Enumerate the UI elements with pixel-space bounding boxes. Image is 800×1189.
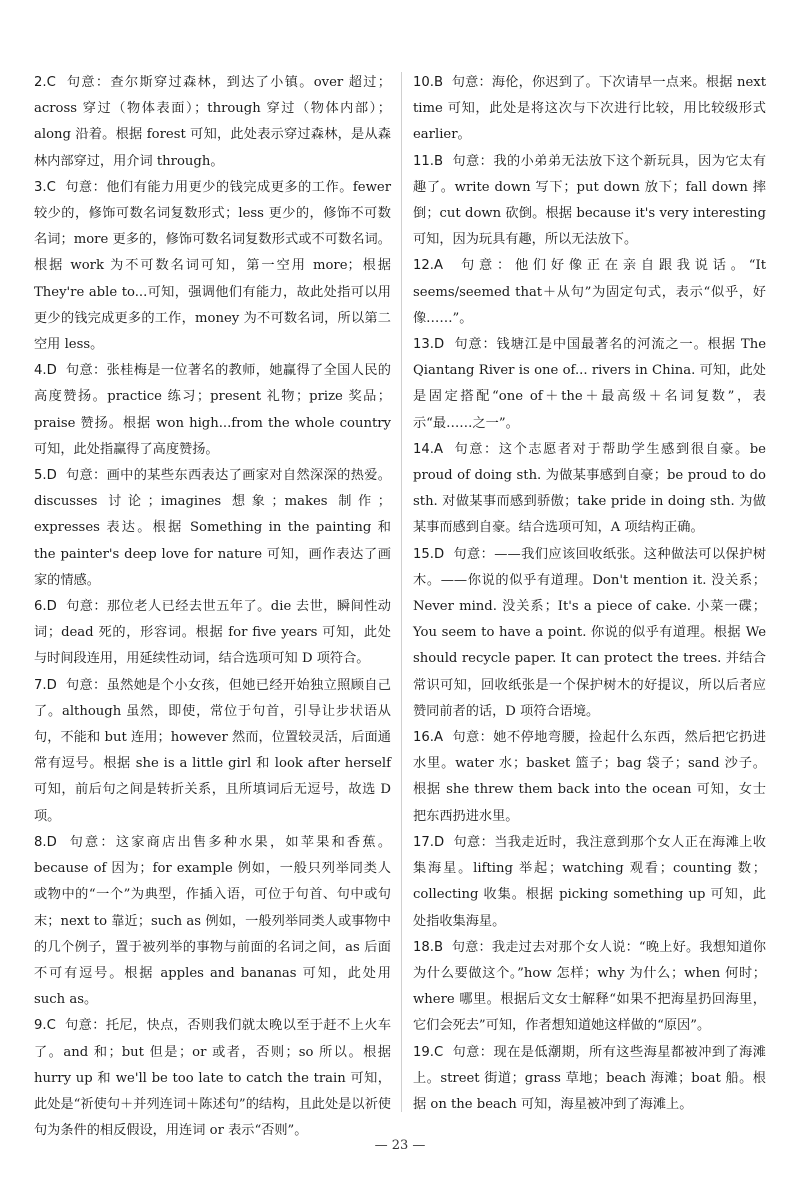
answer-item [413, 1040, 766, 1119]
item-explanation: 句意：她不停地弯腰，捡起什么东西，然后把它扔进水里。water 水；basket 篮子；bag 袋子；sand 沙子。根据 she threw them back into the ocean 可知，女士把东西扔进水里。 [413, 730, 766, 824]
answer-item [34, 594, 391, 673]
item-number: 7.D [34, 677, 57, 693]
item-explanation: 句意：钱塘江是中国最著名的河流之一。根据 The Qiantang River is one of... rivers in China. 可知，此处是固定搭配“one of＋the＋最高级＋名词复数”，表示“最……之一”。 [413, 337, 766, 431]
item-number: 10.B [413, 75, 444, 90]
item-explanation: 句意：这个志愿者对于帮助学生感到很自豪。be proud of doing sth. 为做某事感到自豪；be proud to do sth. 对做某事而感到骄傲；take pride in doing sth. 为做某事而感到自豪。结合选项可知，A 项结构正确。 [413, 441, 766, 536]
item-number: 19.C [413, 1044, 444, 1060]
answer-item [34, 1013, 391, 1144]
item-explanation: 句意：海伦，你迟到了。下次请早一点来。根据 next time 可知，此处是将这次与下次进行比较，用比较级形式 earlier。 [413, 75, 766, 143]
answer-item [413, 935, 766, 1040]
item-explanation: 句意：——我们应该回收纸张。这种做法可以保护树木。——你说的似乎有道理。Don't mention it. 没关系；Never mind. 没关系；It's a piece of cake. 小菜一碟；You seem to have a point. 你说的似乎有道理。根据 We should recycle paper. It can protect the trees. 并结合常识可知，回收纸张是一个保护树木的好提议，所以后者应赞同前者的话，D 项符合语境。 [413, 546, 767, 719]
answer-item [34, 463, 391, 594]
answer-item [413, 725, 766, 830]
answer-item [413, 332, 766, 437]
left-column [34, 70, 391, 1144]
answer-item [413, 437, 766, 542]
item-explanation: 句意：当我走近时，我注意到那个女人正在海滩上收集海星。lifting 举起；watching 观看；counting 数；collecting 收集。根据 picking something up 可知，此处指收集海星。 [413, 834, 766, 929]
item-number: 9.C [34, 1018, 56, 1034]
answer-item [413, 542, 766, 725]
item-number: 6.D [34, 599, 57, 615]
answer-item [413, 253, 766, 332]
item-explanation: 句意：这家商店出售多种水果，如苹果和香蕉。because of 因为；for example 例如，一般只列举同类人或物中的“一个”为典型，作插入语，可位于句首、句中或句末；next to 靠近；such as 例如，一般列举同类人或事物中的几个例子，置于被列举的事物与前面的名词之间，as 后面不可有逗号。根据 apples and bananas 可知，此处用 such as。 [34, 834, 392, 1008]
item-explanation: 句意：虽然她是个小女孩，但她已经开始独立照顾自己了。although 虽然，即使，常位于句首，引导让步状语从句，不能和 but 连用；however 然而，位置较灵活，后面通常有逗号。根据 she is a little girl 和 look after herself 可知，前后句之间是转折关系，且所填词后无逗号，故选 D 项。 [34, 677, 391, 824]
item-number: 2.C [34, 75, 56, 90]
item-number: 13.D [413, 337, 445, 353]
item-explanation: 句意：他们有能力用更少的钱完成更多的工作。fewer 较少的，修饰可数名词复数形式；less 更少的，修饰不可数名词；more 更多的，修饰可数名词复数形式或不可数名词。根据 work 为不可数名词可知，第一空用 more；根据 They're able to...可知，强调他们有能力，故此处指可以用更少的钱完成更多的工作，money 为不可数名词，所以第二空用 less。 [34, 179, 391, 353]
answer-item [34, 358, 391, 463]
item-explanation: 句意：托尼，快点，否则我们就太晚以至于赶不上火车了。and 和；but 但是；or 或者，否则；so 所以。根据 hurry up 和 we'll be too late to catch the train 可知，此处是“祈使句＋并列连词＋陈述句”的结构，且此处是以祈使句为条件的相反假设，用连词 or 表示“否则”。 [34, 1018, 392, 1139]
item-explanation: 句意：现在是低潮期，所有这些海星都被冲到了海滩上。street 街道；grass 草地；beach 海滩；boat 船。根据 on the beach 可知，海星被冲到了海滩上。 [413, 1044, 766, 1112]
item-number: 14.A [413, 441, 443, 457]
item-explanation: 句意：我走过去对那个女人说：“晚上好。我想知道你为什么要做这个。”how 怎样；why 为什么；when 何时；where 哪里。根据后文女士解释“如果不把海星扔回海里，它们会死去”可知，作者想知道她这样做的“原因”。 [413, 939, 766, 1034]
item-number: 8.D [34, 834, 57, 850]
column-divider [401, 72, 402, 1112]
page-number: — 23 — [374, 1138, 426, 1153]
answer-item [413, 70, 766, 149]
answer-item [34, 175, 391, 358]
item-number: 5.D [34, 468, 57, 484]
item-explanation: 句意：查尔斯穿过森林，到达了小镇。over 超过；across 穿过（物体表面）；through 穿过（物体内部）；along 沿着。根据 forest 可知，此处表示穿过森林，是从森林内部穿过，用介词 through。 [34, 75, 391, 169]
answer-item [34, 673, 391, 830]
item-number: 12.A [413, 258, 443, 274]
item-explanation: 句意：张桂梅是一位著名的教师，她赢得了全国人民的高度赞扬。practice 练习；present 礼物；prize 奖品；praise 赞扬。根据 won high...from the whole country 可知，此处指赢得了高度赞扬。 [34, 363, 391, 457]
item-explanation: 句意：我的小弟弟无法放下这个新玩具，因为它太有趣了。write down 写下；put down 放下；fall down 摔倒；cut down 砍倒。根据 because it's very interesting 可知，因为玩具有趣，所以无法放下。 [413, 153, 766, 248]
answer-item [413, 830, 766, 935]
item-explanation: 句意：那位老人已经去世五年了。die 去世，瞬间性动词；dead 死的，形容词。根据 for five years 可知，此处与时间段连用，用延续性动词，结合选项可知 D 项符合。 [34, 599, 391, 667]
answer-item [34, 830, 391, 1013]
item-explanation: 句意：画中的某些东西表达了画家对自然深深的热爱。discusses 讨论；imagines 想象；makes 制作；expresses 表达。根据 Something in the painting 和 the painter's deep love for nature 可知，画作表达了画家的情感。 [34, 468, 391, 588]
right-column [413, 70, 766, 1118]
item-number: 11.B [413, 153, 444, 169]
item-number: 4.D [34, 363, 57, 379]
item-number: 3.C [34, 179, 56, 195]
item-number: 18.B [413, 939, 444, 955]
item-number: 16.A [413, 730, 443, 746]
item-explanation: 句意：他们好像正在亲自跟我说话。“It seems/seemed that＋从句”为固定句式，表示“似乎，好像……”。 [413, 258, 766, 326]
answer-item [34, 70, 391, 175]
answer-item [413, 149, 766, 254]
item-number: 17.D [413, 834, 445, 850]
item-number: 15.D [413, 546, 445, 562]
